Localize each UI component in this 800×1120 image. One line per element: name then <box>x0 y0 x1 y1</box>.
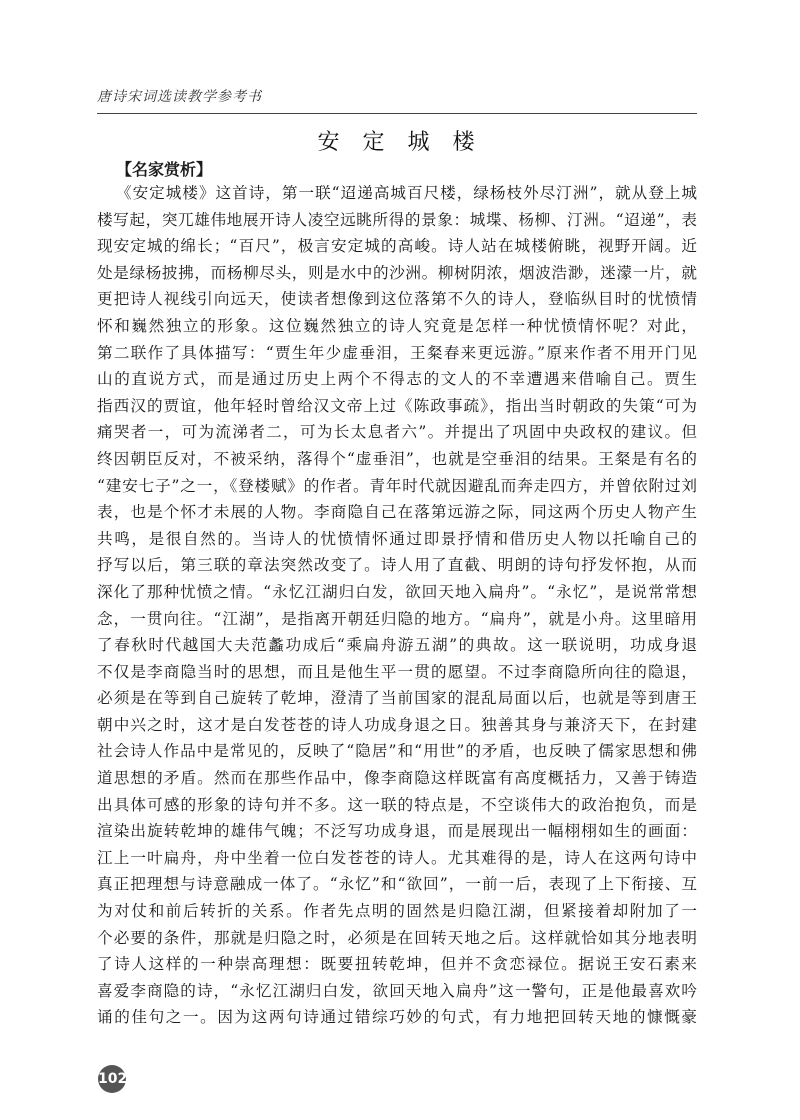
text-line: 喜爱李商隐的诗，“永忆江湖归白发，欲回天地入扁舟”这一警句，正是他最喜欢吟 <box>97 981 697 1000</box>
text-line: 了春秋时代越国大夫范蠡功成后“乘扁舟游五湖”的典故。这一联说明，功成身退 <box>97 636 697 655</box>
text-line: 朝中兴之时，这才是白发苍苍的诗人功成身退之日。独善其身与兼济天下，在封建 <box>97 715 697 734</box>
body-text <box>97 180 697 1031</box>
text-line: 为对仗和前后转折的关系。作者先点明的固然是归隐江湖，但紧接着却附加了一 <box>97 902 697 921</box>
text-line: 渲染出旋转乾坤的雄伟气魄；不泛写功成身退，而是展现出一幅栩栩如生的画面： <box>97 822 697 841</box>
text-line: 怀和巍然独立的形象。这位巍然独立的诗人究竟是怎样一种忧愤情怀呢？对此， <box>97 316 697 335</box>
text-line: 终因朝臣反对，不被采纳，落得个“虚垂泪”，也就是空垂泪的结果。王粲是有名的 <box>97 449 697 468</box>
text-line: 道思想的矛盾。然而在那些作品中，像李商隐这样既富有高度概括力，又善于铸造 <box>97 769 697 788</box>
text-line: 山的直说方式，而是通过历史上两个不得志的文人的不幸遭遇来借喻自己。贾生 <box>97 370 697 389</box>
text-line: 现安定城的绵长；“百尺”，极言安定城的高峻。诗人站在城楼俯眺，视野开阔。近 <box>97 237 697 256</box>
section-heading: 【名家赏析】 <box>116 160 213 179</box>
text-line: 念，一贯向往。“江湖”，是指离开朝廷归隐的地方。“扁舟”，就是小舟。这里暗用 <box>97 609 697 628</box>
text-line: 了诗人这样的一种崇高理想：既要扭转乾坤，但并不贪恋禄位。据说王安石素来 <box>97 955 697 974</box>
running-header: 唐诗宋词选读教学参考书 <box>97 89 262 105</box>
text-line: 共鸣，是很自然的。当诗人的忧愤情怀通过即景抒情和借历史人物以托喻自己的 <box>97 529 697 548</box>
text-line: 必须是在等到自己旋转了乾坤，澄清了当前国家的混乱局面以后，也就是等到唐王 <box>97 689 697 708</box>
text-line: “建安七子”之一，《登楼赋》的作者。青年时代就因避乱而奔走四方，并曾依附过刘 <box>97 476 697 495</box>
text-line: 真正把理想与诗意融成一体了。“永忆”和“欲回”，一前一后，表现了上下衔接、互 <box>97 875 697 894</box>
text-line: 社会诗人作品中是常见的，反映了“隐居”和“用世”的矛盾，也反映了儒家思想和佛 <box>97 742 697 761</box>
text-line: 个必要的条件，那就是归隐之时，必须是在回转天地之后。这样就恰如其分地表明 <box>97 928 697 947</box>
text-line: 《安定城楼》这首诗，第一联“迢递高城百尺楼，绿杨枝外尽汀洲”，就从登上城 <box>116 184 697 202</box>
page-title: 安 定 城 楼 <box>317 130 483 155</box>
text-line: 第二联作了具体描写：“贾生年少虚垂泪，王粲春来更远游。”原来作者不用开门见 <box>97 343 697 362</box>
text-line: 痛哭者一，可为流涕者二，可为长太息者六”。并提出了巩固中央政权的建议。但 <box>97 423 697 442</box>
text-line: 处是绿杨披拂，而杨柳尽头，则是水中的沙洲。柳树阴浓，烟波浩渺，迷濛一片，就 <box>97 263 697 282</box>
text-line: 楼写起，突兀雄伟地展开诗人凌空远眺所得的景象：城堞、杨柳、汀洲。“迢递”，表 <box>97 210 697 229</box>
text-line: 出具体可感的形象的诗句并不多。这一联的特点是，不空谈伟大的政治抱负，而是 <box>97 795 697 814</box>
text-line: 江上一叶扁舟，舟中坐着一位白发苍苍的诗人。尤其难得的是，诗人在这两句诗中 <box>97 848 697 867</box>
text-line: 更把诗人视线引向远天，使读者想像到这位落第不久的诗人，登临纵目时的忧愤情 <box>97 290 697 309</box>
text-line: 表，也是个怀才未展的人物。李商隐自己在落第远游之际，同这两个历史人物产生 <box>97 503 697 522</box>
header-divider <box>97 113 697 114</box>
text-line: 诵的佳句之一。因为这两句诗通过错综巧妙的句式，有力地把回转天地的慷慨豪 <box>97 1008 697 1027</box>
text-line: 不仅是李商隐当时的思想，而且是他生平一贯的愿望。不过李商隐所向往的隐退， <box>97 662 697 681</box>
text-line: 抒写以后，第三联的章法突然改变了。诗人用了直截、明朗的诗句抒发怀抱，从而 <box>97 556 697 575</box>
text-line: 深化了那种忧愤之情。“永忆江湖归白发，欲回天地入扁舟”。“永忆”，是说常常想 <box>97 582 697 601</box>
text-line: 指西汉的贾谊，他年轻时曾给汉文帝上过《陈政事疏》，指出当时朝政的失策“可为 <box>97 396 697 415</box>
page-number: 102 <box>98 1065 126 1093</box>
